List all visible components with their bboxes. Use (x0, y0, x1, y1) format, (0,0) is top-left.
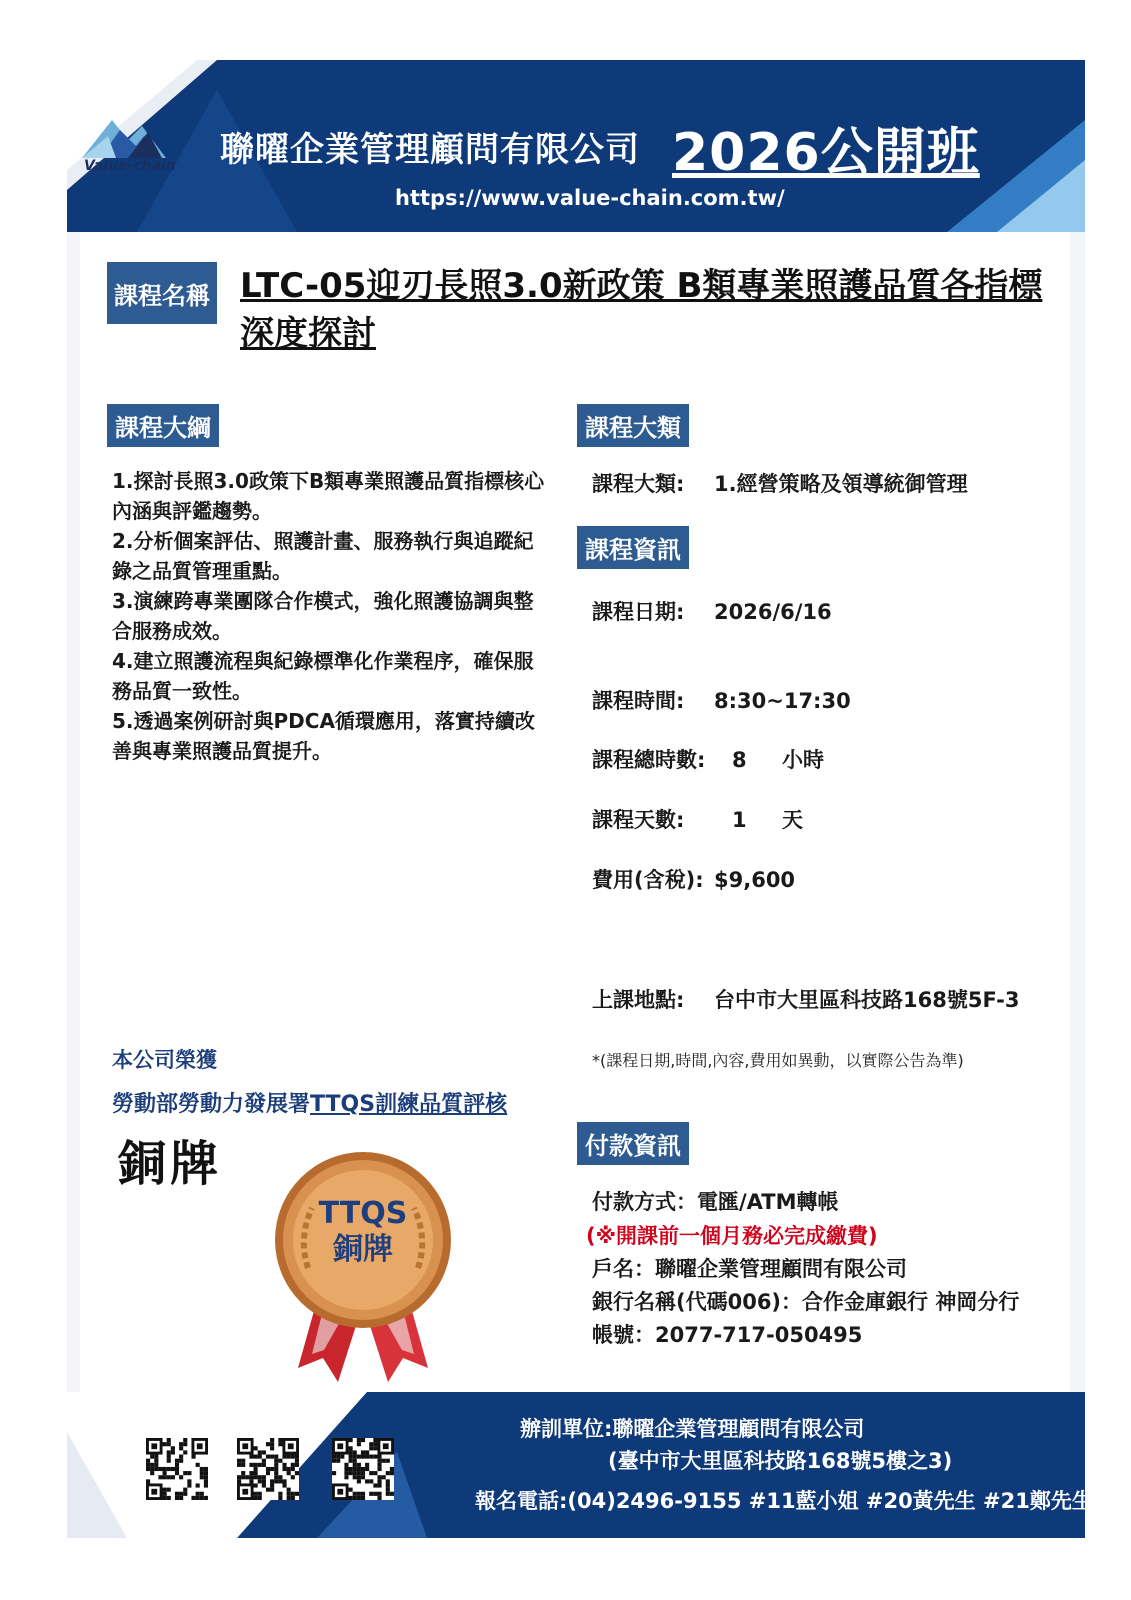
category-value: 1.經營策略及領導統御管理 (714, 472, 968, 496)
account-number: 帳號：2077-717-050495 (592, 1323, 863, 1347)
payment-heading: 付款資訊 (577, 1122, 689, 1165)
days-value: 1 (732, 808, 747, 832)
qr-code-icon[interactable] (146, 1438, 208, 1500)
medal-icon (268, 1148, 458, 1388)
fee-row (592, 864, 795, 894)
place-label: 上課地點: (592, 988, 685, 1012)
info-heading: 課程資訊 (577, 526, 689, 569)
days-unit: 天 (782, 808, 803, 832)
category-heading: 課程大類 (577, 404, 689, 447)
time-row (592, 685, 851, 715)
hours-label: 課程總時數: (592, 748, 706, 772)
account-name: 戶名：聯曜企業管理顧問有限公司 (592, 1257, 907, 1281)
ttqs-link: TTQS訓練品質評核 (310, 1092, 508, 1117)
hours-value: 8 (732, 748, 747, 772)
organizer-address: (臺中市大里區科技路168號5樓之3) (608, 1449, 953, 1473)
value-chain-logo-icon (82, 112, 166, 162)
medal-line-1: TTQS (318, 1196, 408, 1231)
honor-line-2-prefix: 勞動部勞動力發展署 (112, 1092, 311, 1117)
honor-line-2 (112, 1087, 507, 1118)
date-row (592, 596, 832, 626)
bank-name: 銀行名稱(代碼006)：合作金庫銀行 神岡分行 (592, 1290, 1020, 1314)
time-value: 8:30~17:30 (714, 689, 851, 713)
outline-item: 2.分析個案評估、照護計畫、服務執行與追蹤紀錄之品質管理重點。 (112, 529, 534, 583)
change-notice: *(課程日期,時間,內容,費用如異動，以實際公告為準) (592, 1051, 964, 1070)
days-label: 課程天數: (592, 808, 685, 832)
year-title: 2026公開班 (672, 123, 980, 183)
date-label: 課程日期: (592, 600, 685, 624)
bronze-award-text: 銅牌 (118, 1136, 223, 1192)
hours-row (592, 744, 824, 774)
days-row (592, 804, 803, 834)
outline-item: 1.探討長照3.0政策下B類專業照護品質指標核心內涵與評鑑趨勢。 (112, 469, 545, 523)
company-name: 聯曜企業管理顧問有限公司 (220, 130, 640, 170)
outline-heading: 課程大綱 (107, 404, 219, 447)
qr-code-icon[interactable] (237, 1438, 299, 1500)
honor-line-1: 本公司榮獲 (112, 1048, 217, 1072)
place-row (592, 984, 1019, 1014)
category-row (592, 468, 968, 498)
outline-item: 4.建立照護流程與紀錄標準化作業程序，確保服務品質一致性。 (112, 649, 534, 703)
hours-unit: 小時 (782, 748, 824, 772)
organizer: 辦訓單位:聯曜企業管理顧問有限公司 (520, 1417, 865, 1441)
fee-label: 費用(含稅): (592, 868, 704, 892)
fee-value: $9,600 (714, 868, 796, 892)
ttqs-medal (268, 1148, 458, 1388)
date-value: 2026/6/16 (714, 600, 832, 624)
qr-code-icon[interactable] (332, 1438, 394, 1500)
payment-deadline-notice: (※開課前一個月務必完成繳費) (586, 1224, 878, 1248)
course-name-tag: 課程名稱 (107, 262, 217, 324)
outline-item: 5.透過案例研討與PDCA循環應用，落實持續改善與專業照護品質提升。 (112, 709, 535, 763)
course-title: LTC-05迎刃長照3.0新政策 B類專業照護品質各指標深度探討 (240, 266, 1043, 354)
content-paper (80, 232, 1070, 1392)
medal-line-2: 銅牌 (333, 1232, 393, 1267)
time-label: 課程時間: (592, 689, 685, 713)
website-url[interactable]: https://www.value-chain.com.tw/ (395, 186, 785, 210)
registration-phone: 報名電話:(04)2496-9155 #11藍小姐 #20黃先生 #21鄭先生 (475, 1489, 1093, 1513)
logo-text: Value-chain (84, 158, 176, 174)
category-label: 課程大類: (592, 472, 685, 496)
place-value: 台中市大里區科技路168號5F-3 (714, 988, 1020, 1012)
outline-item: 3.演練跨專業團隊合作模式，強化照護協調與整合服務成效。 (112, 589, 534, 643)
payment-method: 付款方式：電匯/ATM轉帳 (592, 1190, 839, 1214)
outline-list (112, 466, 552, 766)
